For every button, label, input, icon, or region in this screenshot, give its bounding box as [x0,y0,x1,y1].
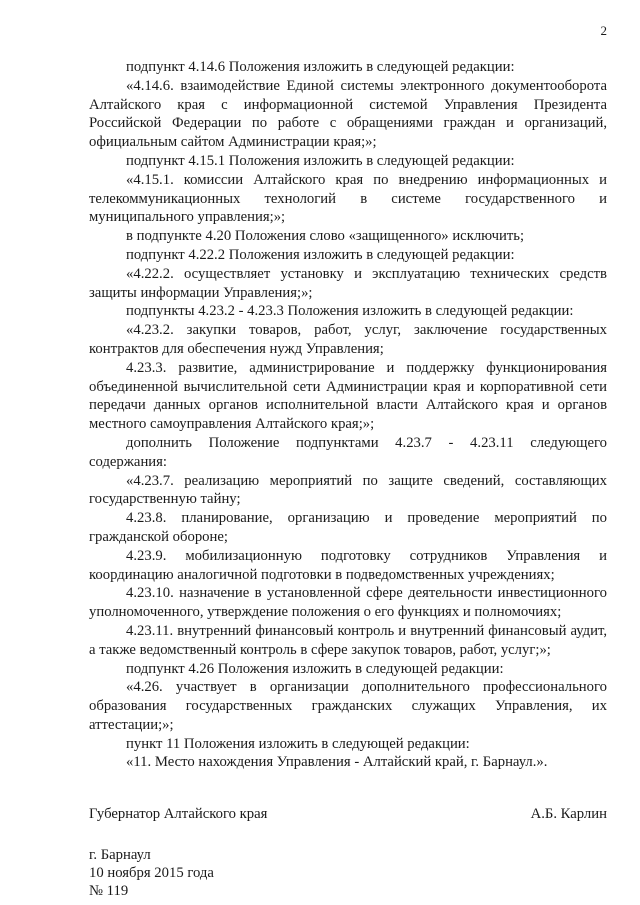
document-body [89,58,607,772]
paragraph: 4.23.11. внутренний финансовый контроль и внутренний финансовый аудит, а также ведомственный контроль в сфере закупок товаров, работ, услуг;»; [89,622,607,658]
paragraph: в подпункте 4.20 Положения слово «защищенного» исключить; [126,228,525,245]
paragraph: «4.14.6. взаимодействие Единой системы электронного документооборота Алтайского края с информационной системой Управления Президента Российской Федерации по работе с обращениями граждан и организаций, официальным сайтом Администрации края;»; [89,77,607,151]
page-number: 2 [600,23,607,38]
paragraph: «4.22.2. осуществляет установку и эксплуатацию технических средств защиты информации Управления;»; [89,265,607,301]
paragraph: «4.15.1. комиссии Алтайского края по внедрению информационных и телекоммуникационных технологий в системе государственного и муниципального управления;»; [89,171,607,226]
paragraph: подпункт 4.22.2 Положения изложить в следующей редакции: [126,246,515,263]
paragraph: 4.23.10. назначение в установленной сфере деятельности инвестиционного уполномоченного, утверждение положения о его функциях и полномочиях; [89,585,607,621]
document-footer [89,846,214,900]
paragraph: 4.23.3. развитие, администрирование и поддержку функционирования объединенной вычислительной сети Администрации края и корпоративной сети передачи данных органов исполнительной власти Алтайского края и органов местного самоуправления Алтайского края;»; [89,359,607,433]
paragraph: 4.23.8. планирование, организацию и проведение мероприятий по гражданской обороне; [89,510,607,545]
paragraph: «4.26. участвует в организации дополнительного профессионального образования государственных гражданских служащих Управления, их аттестации;»; [89,679,607,733]
footer-city: г. Барнаул [89,847,151,863]
footer-number: № 119 [89,883,129,899]
signatory-name: А.Б. Карлин [530,806,607,822]
paragraph: подпункт 4.26 Положения изложить в следующей редакции: [126,660,504,677]
paragraph: подпункты 4.23.2 - 4.23.3 Положения изложить в следующей редакции: [126,303,574,320]
paragraph: «4.23.7. реализацию мероприятий по защите сведений, составляющих государственную тайну; [89,472,607,508]
paragraph: «11. Место нахождения Управления - Алтайский край, г. Барнаул.». [126,754,548,771]
paragraph: подпункт 4.15.1 Положения изложить в следующей редакции: [126,152,515,169]
paragraph: 4.23.9. мобилизационную подготовку сотрудников Управления и координацию аналогичной подготовки в подведомственных учреждениях; [89,547,607,583]
paragraph: дополнить Положение подпунктами 4.23.7 - 4.23.11 следующего содержания: [89,434,607,470]
footer-date: 10 ноября 2015 года [89,865,214,881]
paragraph: подпункт 4.14.6 Положения изложить в следующей редакции: [126,59,515,75]
signatory-title: Губернатор Алтайского края [89,806,268,822]
paragraph: «4.23.2. закупки товаров, работ, услуг, заключение государственных контрактов для обеспечения нужд Управления; [89,322,607,357]
paragraph: пункт 11 Положения изложить в следующей редакции: [126,735,470,752]
